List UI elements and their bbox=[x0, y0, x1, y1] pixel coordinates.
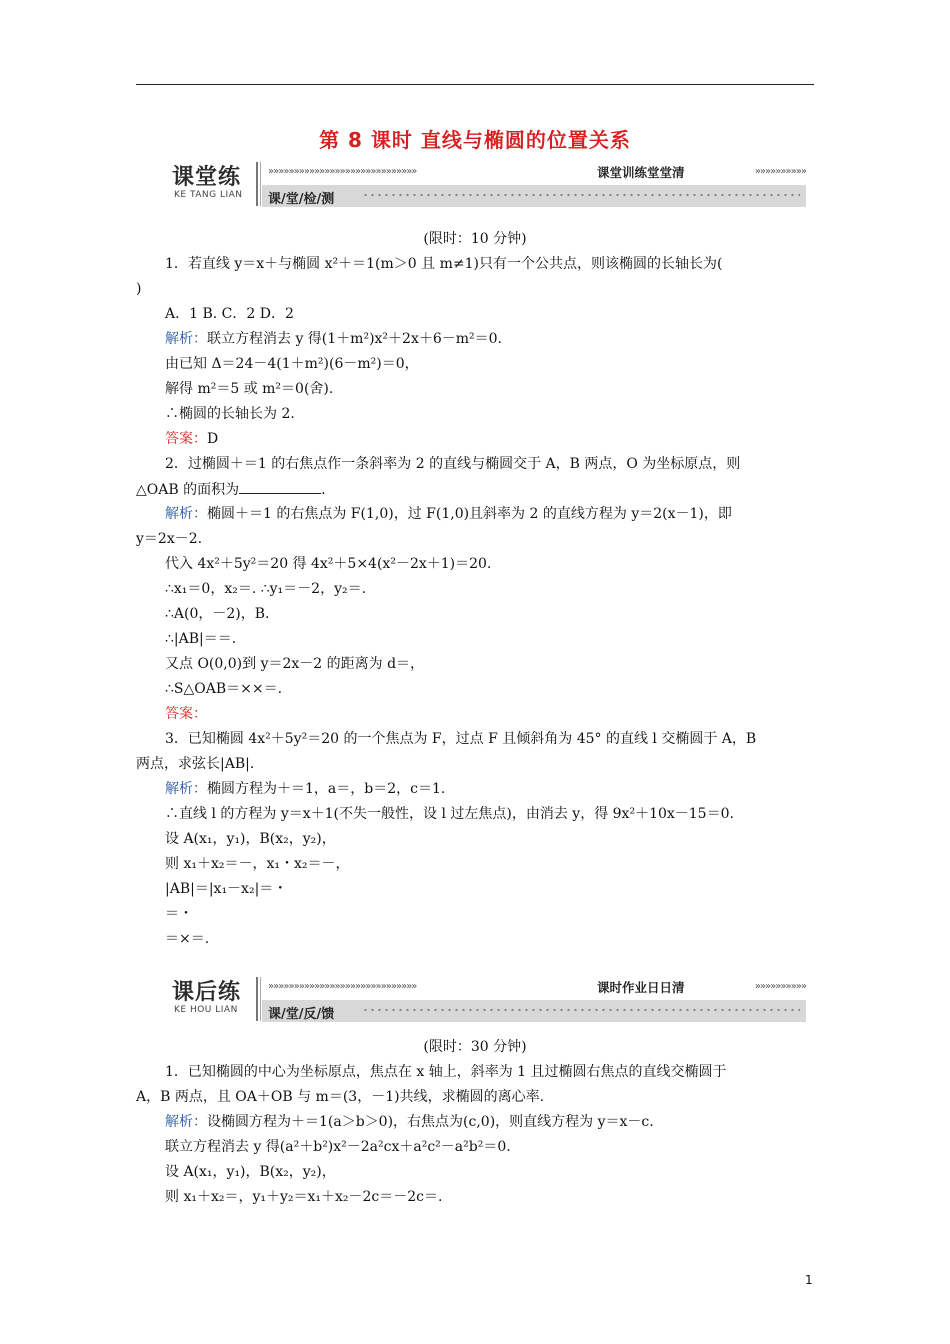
analysis-label: 解析： bbox=[165, 781, 207, 797]
analysis-text: 椭圆＋＝1 的右焦点为 F(1,0)，过 F(1,0)且斜率为 2 的直线方程为 y＝2(x－1)，即 bbox=[207, 506, 732, 522]
solution-line: 联立方程消去 y 得(a²＋b²)x²－2a²cx＋a²c²－a²b²＝0. bbox=[165, 1139, 511, 1155]
practice-1-text: 1．已知椭圆的中心为坐标原点，焦点在 x 轴上，斜率为 1 且过椭圆右焦点的直线交椭圆于 bbox=[165, 1064, 727, 1080]
practice-1-text-cont: A，B 两点，且 OA＋OB 与 m＝(3，－1)共线，求椭圆的离心率. bbox=[136, 1089, 545, 1105]
banner-pinyin: KE TANG LIAN bbox=[174, 190, 243, 200]
banner-bar-label: 课/堂/反/馈 bbox=[268, 1007, 335, 1022]
banner-heading: 课堂练 bbox=[172, 165, 242, 190]
solution-line: ∴S△OAB＝××＝. bbox=[165, 681, 283, 697]
analysis-label: 解析： bbox=[165, 506, 207, 522]
banner-divider bbox=[256, 977, 258, 1021]
solution-line: 解得 m²＝5 或 m²＝0(舍). bbox=[165, 381, 334, 397]
question-2-analysis bbox=[165, 504, 732, 524]
banner-chevrons-right: »»»»»»»»»» bbox=[754, 166, 806, 177]
solution-line: 又点 O(0,0)到 y＝2x－2 的距离为 d＝， bbox=[165, 656, 425, 672]
analysis-label: 解析： bbox=[165, 1114, 207, 1130]
solution-line: ∴|AB|＝＝. bbox=[165, 631, 237, 647]
analysis-text: 联立方程消去 y 得(1＋m²)x²＋2x＋6－m²＝0. bbox=[207, 331, 502, 347]
solution-line: ∴x₁＝0，x₂＝. ∴y₁＝－2，y₂＝. bbox=[165, 581, 367, 597]
solution-line: ＝×＝. bbox=[165, 931, 210, 947]
answer-blank bbox=[239, 479, 321, 494]
question-2-area-text: △OAB 的面积为 bbox=[136, 482, 240, 498]
solution-line: ∴椭圆的长轴长为 2. bbox=[165, 406, 295, 422]
solution-line: ∴A(0，－2)，B. bbox=[165, 606, 270, 622]
banner-bar bbox=[262, 1000, 806, 1022]
section-banner-ketanglian bbox=[172, 160, 806, 210]
question-1-text: 1．若直线 y＝x＋与椭圆 x²＋＝1(m＞0 且 m≠1)只有一个公共点，则该椭圆的长轴长为( bbox=[165, 256, 723, 272]
question-3-analysis bbox=[165, 779, 445, 799]
banner-chevrons: »»»»»»»»»»»»»»»»»»»»»»»»»»»»» bbox=[268, 981, 417, 992]
page-number: 1 bbox=[805, 1273, 813, 1287]
solution-line: 则 x₁＋x₂＝－，x₁・x₂＝－， bbox=[165, 856, 350, 872]
banner-pinyin: KE HOU LIAN bbox=[174, 1005, 238, 1015]
solution-line: 代入 4x²＋5y²＝20 得 4x²＋5×4(x²－2x＋1)＝20. bbox=[165, 556, 492, 572]
section-banner-kehoulian bbox=[172, 975, 806, 1025]
solution-line: ∴直线 l 的方程为 y＝x＋1(不失一般性，设 l 过左焦点)，由消去 y，得 9x²＋10x－15＝0. bbox=[165, 806, 734, 822]
banner-chevrons: »»»»»»»»»»»»»»»»»»»»»»»»»»»»» bbox=[268, 166, 417, 177]
banner-chevrons-right: »»»»»»»»»» bbox=[754, 981, 806, 992]
lesson-title: 第 8 课时 直线与椭圆的位置关系 bbox=[319, 128, 631, 152]
analysis-text: 设椭圆方程为＋＝1(a＞b＞0)，右焦点为(c,0)，则直线方程为 y＝x－c. bbox=[207, 1114, 654, 1130]
question-1-answer bbox=[165, 429, 218, 449]
banner-dots bbox=[362, 192, 800, 198]
solution-line: 由已知 Δ＝24－4(1＋m²)(6－m²)＝0， bbox=[165, 356, 419, 372]
answer-value: D bbox=[207, 431, 219, 447]
banner-divider-thin bbox=[260, 977, 261, 1021]
solution-line: 设 A(x₁，y₁)，B(x₂，y₂)， bbox=[165, 831, 336, 847]
practice-1-analysis bbox=[165, 1112, 654, 1132]
question-3-text-cont: 两点，求弦长|AB|. bbox=[136, 756, 255, 772]
solution-line: ＝・ bbox=[165, 906, 193, 922]
question-1-analysis bbox=[165, 329, 502, 349]
time-limit-2: (限时：30 分钟) bbox=[423, 1039, 527, 1055]
banner-divider bbox=[256, 162, 258, 206]
solution-line: 则 x₁＋x₂＝，y₁＋y₂＝x₁＋x₂－2c＝－2c＝. bbox=[165, 1189, 443, 1205]
banner-heading: 课后练 bbox=[172, 980, 242, 1005]
analysis-text: 椭圆方程为＋＝1，a＝，b＝2，c＝1. bbox=[207, 781, 446, 797]
answer-label: 答案： bbox=[165, 431, 207, 447]
analysis-label: 解析： bbox=[165, 331, 207, 347]
question-2-text: 2．过椭圆＋＝1 的右焦点作一条斜率为 2 的直线与椭圆交于 A，B 两点，O 为坐标原点，则 bbox=[165, 456, 741, 472]
banner-dots bbox=[362, 1007, 800, 1013]
header-rule bbox=[136, 84, 814, 85]
question-1-paren: ) bbox=[136, 281, 142, 297]
banner-right-tag: 课时作业日日清 bbox=[594, 978, 688, 996]
banner-bar-label: 课/堂/检/测 bbox=[268, 192, 335, 207]
question-3-text: 3．已知椭圆 4x²＋5y²＝20 的一个焦点为 F，过点 F 且倾斜角为 45° 的直线 l 交椭圆于 A，B bbox=[165, 731, 757, 747]
time-limit-1: (限时：10 分钟) bbox=[423, 231, 527, 247]
banner-right-tag: 课堂训练堂堂清 bbox=[594, 163, 688, 181]
solution-line: 设 A(x₁，y₁)，B(x₂，y₂)， bbox=[165, 1164, 336, 1180]
question-1-options: A．1 B. C．2 D．2 bbox=[165, 306, 294, 322]
banner-divider-thin bbox=[260, 162, 261, 206]
question-2-answer-label: 答案： bbox=[165, 706, 207, 722]
solution-line: y＝2x－2. bbox=[136, 531, 203, 547]
solution-line: |AB|＝|x₁－x₂|＝・ bbox=[165, 881, 288, 897]
question-2-text-cont: △OAB 的面积为 . bbox=[136, 479, 326, 500]
banner-bar bbox=[262, 185, 806, 207]
